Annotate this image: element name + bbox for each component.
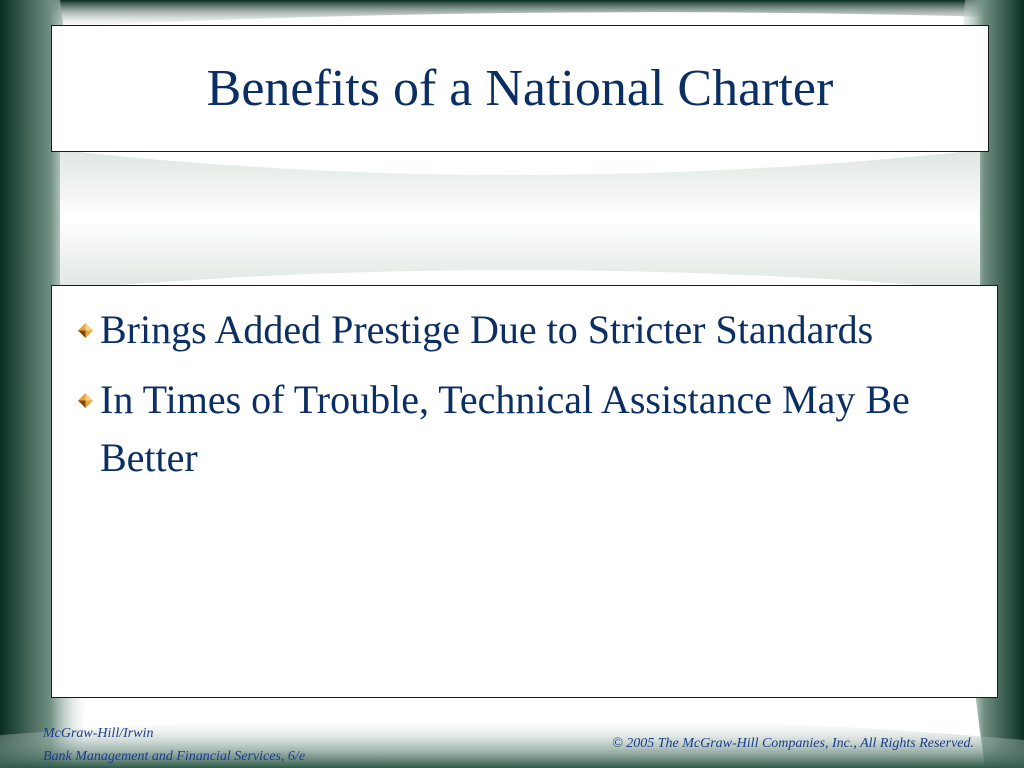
diamond-bullet-icon: [78, 393, 93, 408]
title-box: [51, 25, 989, 152]
bullet-item: [52, 301, 997, 359]
footer-left: [43, 722, 305, 768]
bullet-text: In Times of Trouble, Technical Assistance May Be Better: [100, 377, 910, 480]
bullet-list: [52, 301, 997, 499]
bullet-text: Brings Added Prestige Due to Stricter Standards: [100, 307, 874, 352]
footer-copyright: © 2005 The McGraw-Hill Companies, Inc., All Rights Reserved.: [612, 736, 974, 751]
footer-book-title: Bank Management and Financial Services, 6/e: [43, 749, 306, 764]
slide-title: Benefits of a National Charter: [206, 60, 834, 117]
footer-publisher: McGraw-Hill/Irwin: [43, 726, 154, 741]
diamond-bullet-icon: [78, 323, 93, 338]
content-box: [51, 285, 998, 698]
bullet-item: [52, 371, 997, 487]
